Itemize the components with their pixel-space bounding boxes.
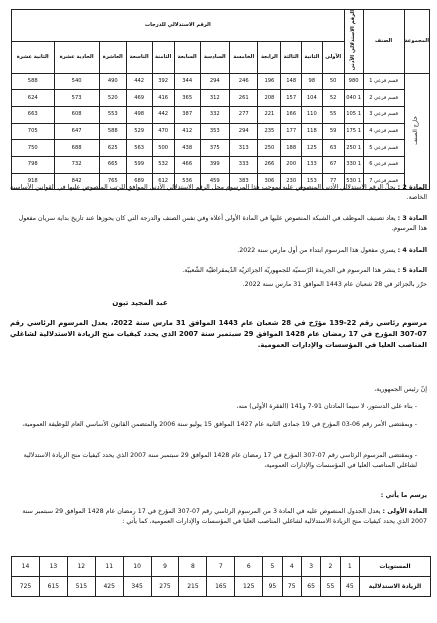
increase-value-cell: 215 (179, 577, 207, 597)
signature: عبد المجيد تبون (112, 298, 168, 307)
grade-value-cell: 177 (281, 123, 302, 140)
increase-value-cell: 95 (263, 577, 282, 597)
grade-value-cell: 573 (54, 90, 99, 107)
grade-header: العاشرة (99, 42, 126, 73)
grade-value-cell: 266 (258, 157, 281, 174)
levels-row (12, 557, 431, 577)
min-index-header: الرقم الاستدلالي الأدنى (344, 10, 363, 74)
grade-header: الثانية عشرة (12, 42, 55, 73)
grade-value-cell: 67 (322, 157, 344, 174)
increase-value-cell: 125 (235, 577, 263, 597)
increase-value-cell: 55 (321, 577, 340, 597)
grade-value-cell: 221 (258, 107, 281, 124)
grade-header: الأولى (322, 42, 344, 73)
grade-value-cell: 313 (230, 140, 258, 157)
level-cell: 14 (12, 557, 40, 577)
article-3: المادة 3 : يعاد تصنيف الموظف في الشبكة المنصوص عليها في المادة الأولى أعلاه وفي نفس الصنف والدرجة التي كان يحوزها عند تاريخ بداية سريان مفعول هذا المرسوم. (18, 215, 427, 233)
grade-value-cell: 200 (281, 157, 302, 174)
table-row (12, 73, 430, 90)
grade-value-cell: 312 (200, 90, 229, 107)
grade-value-cell: 55 (322, 107, 344, 124)
grade-value-cell: 599 (126, 157, 152, 174)
grade-value-cell: 387 (174, 107, 200, 124)
grade-header: الثالثة (281, 42, 302, 73)
grade-value-cell: 63 (322, 140, 344, 157)
grade-value-cell: 104 (302, 90, 323, 107)
grade-value-cell: 50 (322, 73, 344, 90)
level-cell: 1 (340, 557, 359, 577)
grade-value-cell: 624 (12, 90, 55, 107)
grade-value-cell: 230 (281, 173, 302, 190)
levels-label: المستويات (360, 557, 431, 577)
grade-value-cell: 612 (152, 173, 174, 190)
grade-value-cell: 842 (54, 173, 99, 190)
min-index-cell: 1 105 (344, 107, 363, 124)
increase-value-cell: 515 (67, 577, 95, 597)
grade-value-cell: 918 (12, 173, 55, 190)
grade-value-cell: 442 (126, 73, 152, 90)
grade-value-cell: 118 (302, 123, 323, 140)
grade-value-cell: 520 (99, 90, 126, 107)
category-cell: قسم فرعي 7 (363, 173, 404, 190)
grade-value-cell: 553 (99, 107, 126, 124)
table-row (12, 107, 430, 124)
grade-value-cell: 110 (302, 107, 323, 124)
grade-header: السابعة (174, 42, 200, 73)
grade-value-cell: 529 (126, 123, 152, 140)
grades-title-header: الرقم الاستدلالي للدرجات (12, 10, 345, 42)
increase-value-cell: 275 (151, 577, 179, 597)
level-cell: 10 (123, 557, 151, 577)
group-cell: خارج الصنف (404, 73, 429, 190)
level-cell: 6 (235, 557, 263, 577)
grade-header: الحادية عشرة (54, 42, 99, 73)
category-cell: قسم فرعي 4 (363, 123, 404, 140)
grade-value-cell: 306 (258, 173, 281, 190)
table-row (12, 90, 430, 107)
min-index-cell: 1 330 (344, 157, 363, 174)
grade-value-cell: 188 (281, 140, 302, 157)
level-cell: 9 (151, 557, 179, 577)
decree-intro: إنّ رئيس الجمهورية، (374, 386, 427, 393)
min-index-cell: 1 250 (344, 140, 363, 157)
grade-value-cell: 765 (99, 173, 126, 190)
visa-3: - وبمقتضى المرسوم الرئاسي رقم 07-307 المؤرخ في 17 رمضان عام 1428 الموافق 29 سبتمبر سنة 2007 الذي يحدد كيفيات منح الزيادة الاستدلالية لشاغلي المناصب العليا في المؤسسات والإدارات العمومية، (23, 452, 417, 470)
grade-value-cell: 563 (126, 140, 152, 157)
grade-value-cell: 235 (258, 123, 281, 140)
grade-value-cell: 166 (281, 107, 302, 124)
grade-header: الرابعة (258, 42, 281, 73)
grade-value-cell: 540 (54, 73, 99, 90)
grade-value-cell: 588 (99, 123, 126, 140)
done-at: حرّر بالجزائر في 28 شعبان عام 1443 الموافق 31 مارس سنة 2022. (242, 281, 427, 288)
grade-value-cell: 438 (174, 140, 200, 157)
grade-value-cell: 705 (12, 123, 55, 140)
grade-value-cell: 732 (54, 157, 99, 174)
group-header: المجموعة (404, 10, 429, 74)
levels-table (11, 556, 431, 597)
grade-value-cell: 498 (126, 107, 152, 124)
grade-value-cell: 133 (302, 157, 323, 174)
grade-value-cell: 333 (230, 157, 258, 174)
level-cell: 8 (179, 557, 207, 577)
increase-value-cell: 725 (12, 577, 40, 597)
category-cell: قسم فرعي 2 (363, 90, 404, 107)
visa-2: - وبمقتضى الأمر رقم 06-03 المؤرخ في 19 جمادى الثانية عام 1427 الموافق 15 يوليو سنة 2006 والمتضمن القانون الأساسي العام للوظيفة العمومية، (22, 421, 417, 428)
level-cell: 2 (321, 557, 340, 577)
increase-value-cell: 45 (340, 577, 359, 597)
increase-value-cell: 615 (39, 577, 67, 597)
article-1: المادة الأولى : يعدل الجدول المنصوص عليه في المادة 3 من المرسوم الرئاسي رقم 07-307 المؤرخ في 17 رمضان عام 1428 الموافق 29 سبتمبر سنة 2007 الذي يحدد كيفيات منح الزيادة الاستدلالية لشاغلي المناصب العليا في المؤسسات والإدارات العمومية، كما يأتي : (22, 508, 427, 526)
grade-value-cell: 412 (174, 123, 200, 140)
level-cell: 5 (263, 557, 282, 577)
grade-header: الخامسة (230, 42, 258, 73)
grade-value-cell: 490 (99, 73, 126, 90)
grade-value-cell: 153 (302, 173, 323, 190)
table-row (12, 140, 430, 157)
category-cell: قسم فرعي 5 (363, 140, 404, 157)
level-cell: 13 (39, 557, 67, 577)
category-cell: قسم فرعي 6 (363, 157, 404, 174)
article-5: المادة 5 : ينشر هذا المرسوم في الجريدة الرّسميّة للجمهوريّة الجزائريّة الدّيمقراطيّة الشّعبيّة. (182, 267, 427, 274)
category-cell: قسم فرعي 3 (363, 107, 404, 124)
grade-value-cell: 466 (174, 157, 200, 174)
grade-value-cell: 442 (152, 107, 174, 124)
level-cell: 4 (282, 557, 301, 577)
increase-label: الزيادة الاستدلالية (360, 577, 431, 597)
grade-value-cell: 196 (258, 73, 281, 90)
level-cell: 3 (301, 557, 320, 577)
table-row (12, 123, 430, 140)
min-index-cell: 980 (344, 73, 363, 90)
grade-value-cell: 688 (54, 140, 99, 157)
grade-value-cell: 665 (99, 157, 126, 174)
grade-value-cell: 208 (258, 90, 281, 107)
decrees-heading: يرسم ما يأتي : (380, 492, 427, 499)
grade-value-cell: 469 (126, 90, 152, 107)
level-cell: 7 (207, 557, 235, 577)
grade-value-cell: 246 (230, 73, 258, 90)
grade-value-cell: 647 (54, 123, 99, 140)
grade-value-cell: 344 (174, 73, 200, 90)
article-4: المادة 4 : يسري مفعول هذا المرسوم ابتداء من أول مارس سنة 2022. (237, 247, 427, 254)
grade-value-cell: 625 (99, 140, 126, 157)
grade-value-cell: 608 (54, 107, 99, 124)
grade-value-cell: 500 (152, 140, 174, 157)
grade-value-cell: 689 (126, 173, 152, 190)
grade-value-cell: 148 (281, 73, 302, 90)
grade-value-cell: 294 (230, 123, 258, 140)
grade-value-cell: 588 (12, 73, 55, 90)
grade-value-cell: 470 (152, 123, 174, 140)
grade-value-cell: 416 (152, 90, 174, 107)
grade-value-cell: 59 (322, 123, 344, 140)
grade-value-cell: 536 (174, 173, 200, 190)
increase-value-cell: 75 (282, 577, 301, 597)
grade-value-cell: 125 (302, 140, 323, 157)
grade-value-cell: 98 (302, 73, 323, 90)
grade-value-cell: 250 (258, 140, 281, 157)
level-cell: 12 (67, 557, 95, 577)
grid-body (12, 73, 430, 190)
level-cell: 11 (95, 557, 123, 577)
grade-value-cell: 332 (200, 107, 229, 124)
decree-title: مرسوم رئاسي رقم 22-139 مؤرّخ في 28 شعبان عام 1443 الموافق 31 مارس سنة 2022، يعدل المرسوم الرئاسي رقم 07-307 المؤرخ في 17 رمضان عام 1428 الموافق 29 سبتمبر سنة 2007 الذي يحدد كيفيات منح الزيادة الاستدلالية لشاغلي المناصب العليا في المؤسسات والإدارات العمومية. (10, 319, 427, 349)
increase-value-cell: 425 (95, 577, 123, 597)
min-index-cell: 1 175 (344, 123, 363, 140)
table-row (12, 157, 430, 174)
grid-header-row (12, 10, 430, 42)
grade-value-cell: 459 (200, 173, 229, 190)
grade-value-cell: 52 (322, 90, 344, 107)
increase-value-cell: 165 (207, 577, 235, 597)
grade-value-cell: 365 (174, 90, 200, 107)
visa-1: - بناء على الدستور، لا سيما المادتان 91-7 و141 (الفقرة الأولى) منه، (236, 403, 417, 410)
min-index-cell: 1 040 (344, 90, 363, 107)
grade-header: التاسعة (126, 42, 152, 73)
grade-value-cell: 294 (200, 73, 229, 90)
salary-grid-table (11, 9, 430, 190)
grade-value-cell: 277 (230, 107, 258, 124)
grade-value-cell: 383 (230, 173, 258, 190)
min-index-cell: 1 530 (344, 173, 363, 190)
grade-value-cell: 261 (230, 90, 258, 107)
grade-header: السادسة (200, 42, 229, 73)
grade-value-cell: 399 (200, 157, 229, 174)
grade-value-cell: 157 (281, 90, 302, 107)
grade-value-cell: 77 (322, 173, 344, 190)
grade-value-cell: 750 (12, 140, 55, 157)
category-cell: قسم فرعي 1 (363, 73, 404, 90)
grade-value-cell: 375 (200, 140, 229, 157)
grade-value-cell: 392 (152, 73, 174, 90)
rank-header: الصنف (363, 10, 404, 74)
increase-row (12, 577, 431, 597)
grade-header: الثانية (302, 42, 323, 73)
increase-value-cell: 65 (301, 577, 320, 597)
increase-value-cell: 345 (123, 577, 151, 597)
grade-header: الثامنة (152, 42, 174, 73)
grade-value-cell: 353 (200, 123, 229, 140)
article-2: المادة 2 : يحلّ الرقم الاستدلالي الأدنى المنصوص عليه بموجب هذا المرسوم محل الرقم الاستدلالي الأدنى الموافق للرتب المنصوص عليها في القوانين الأساسية الخاصة. (9, 184, 427, 202)
grade-value-cell: 532 (152, 157, 174, 174)
grade-value-cell: 663 (12, 107, 55, 124)
grade-value-cell: 798 (12, 157, 55, 174)
